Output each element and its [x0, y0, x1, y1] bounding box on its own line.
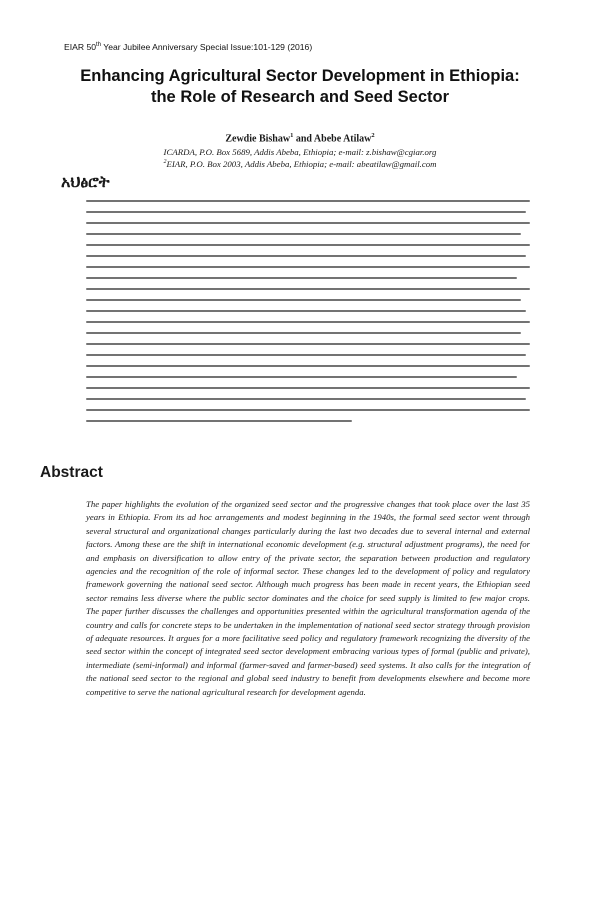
author-line: Zewdie Bishaw$^1$ and Abebe Atilaw$^2$ [225, 132, 375, 145]
amharic-text-line [86, 354, 526, 356]
amharic-abstract-heading: አህፅሮት [61, 172, 110, 191]
amharic-text-line [86, 310, 526, 312]
amharic-text-line [86, 376, 517, 378]
amharic-text-line [86, 387, 530, 389]
journal-header: EIAR 50th Year Jubilee Anniversary Special Issue:101-129 (2016) [64, 42, 313, 52]
author-2: Abebe Atilaw [313, 133, 372, 145]
amharic-text-line [86, 365, 530, 367]
affiliation-2: $^2$EIAR, P.O. Box 2003, Addis Abeba, Ethiopia; e-mail: abeatilaw@gmail.com [163, 159, 437, 169]
affiliation-1: ICARDA, P.O. Box 5689, Addis Abeba, Ethiopia; e-mail: z.bishaw@cgiar.org [163, 147, 437, 157]
amharic-text-line [86, 277, 517, 279]
amharic-text-line [86, 398, 526, 400]
paper-title [40, 66, 560, 108]
amharic-text-line [86, 211, 526, 213]
amharic-text-line [86, 244, 530, 246]
amharic-text-line [86, 200, 530, 202]
title-line-1: Enhancing Agricultural Sector Development in Ethiopia: [80, 67, 520, 85]
amharic-text-line [86, 288, 530, 290]
title-line-2: the Role of Research and Seed Sector [150, 88, 449, 106]
abstract-heading: Abstract [40, 464, 103, 481]
amharic-text-line [86, 409, 530, 411]
abstract-body: The paper highlights the evolution of the organized seed sector and the progressive changes that took place over the last 35 years in Ethiopia. From its ad hoc arrangements and modest beginning in the 1940s, the formal seed sector went through several structural and organizational changes particularly during the last two decades due to several internal and external factors. Among these are the shift in international economic development (e.g. structural adjustment programs), the need for and emphasis on diversification to allow entry of the private sector, the separation between production and regulatory agencies and the recognition of the role of informal sector. These changes led to the development of policy and regulatory framework governing the national seed sector. Although much progress has been made in recent years, the Ethiopian seed sector remains less diverse where the public sector dominates and the choice for seed supply is limited to few major crops. The paper further discusses the challenges and opportunities presented within the agricultural transformation agenda of the country and calls for concrete steps to be undertaken in the implementation of national seed sector strategy through provision of adequate resources. It argues for a more facilitative seed policy and regulatory framework recognizing the diversity of the seed sector within the concept of integrated seed sector development embracing various types of formal (public and private), intermediate (semi-informal) and informal (farmer-saved and farmer-based) seed systems. It also calls for the integration of the national seed sector to the regional and global seed industry to benefit from developments elsewhere and become more competitive to serve the national agricultural research for development agenda. [86, 499, 530, 697]
amharic-text-line [86, 299, 521, 301]
author-1: Zewdie Bishaw [225, 133, 291, 145]
amharic-text-line [86, 332, 521, 334]
amharic-text-line [86, 321, 530, 323]
amharic-text-line [86, 222, 530, 224]
amharic-abstract-text [86, 200, 530, 431]
amharic-text-line [86, 420, 352, 422]
amharic-text-line [86, 343, 530, 345]
amharic-text-line [86, 233, 521, 235]
amharic-text-line [86, 255, 526, 257]
amharic-text-line [86, 266, 530, 268]
